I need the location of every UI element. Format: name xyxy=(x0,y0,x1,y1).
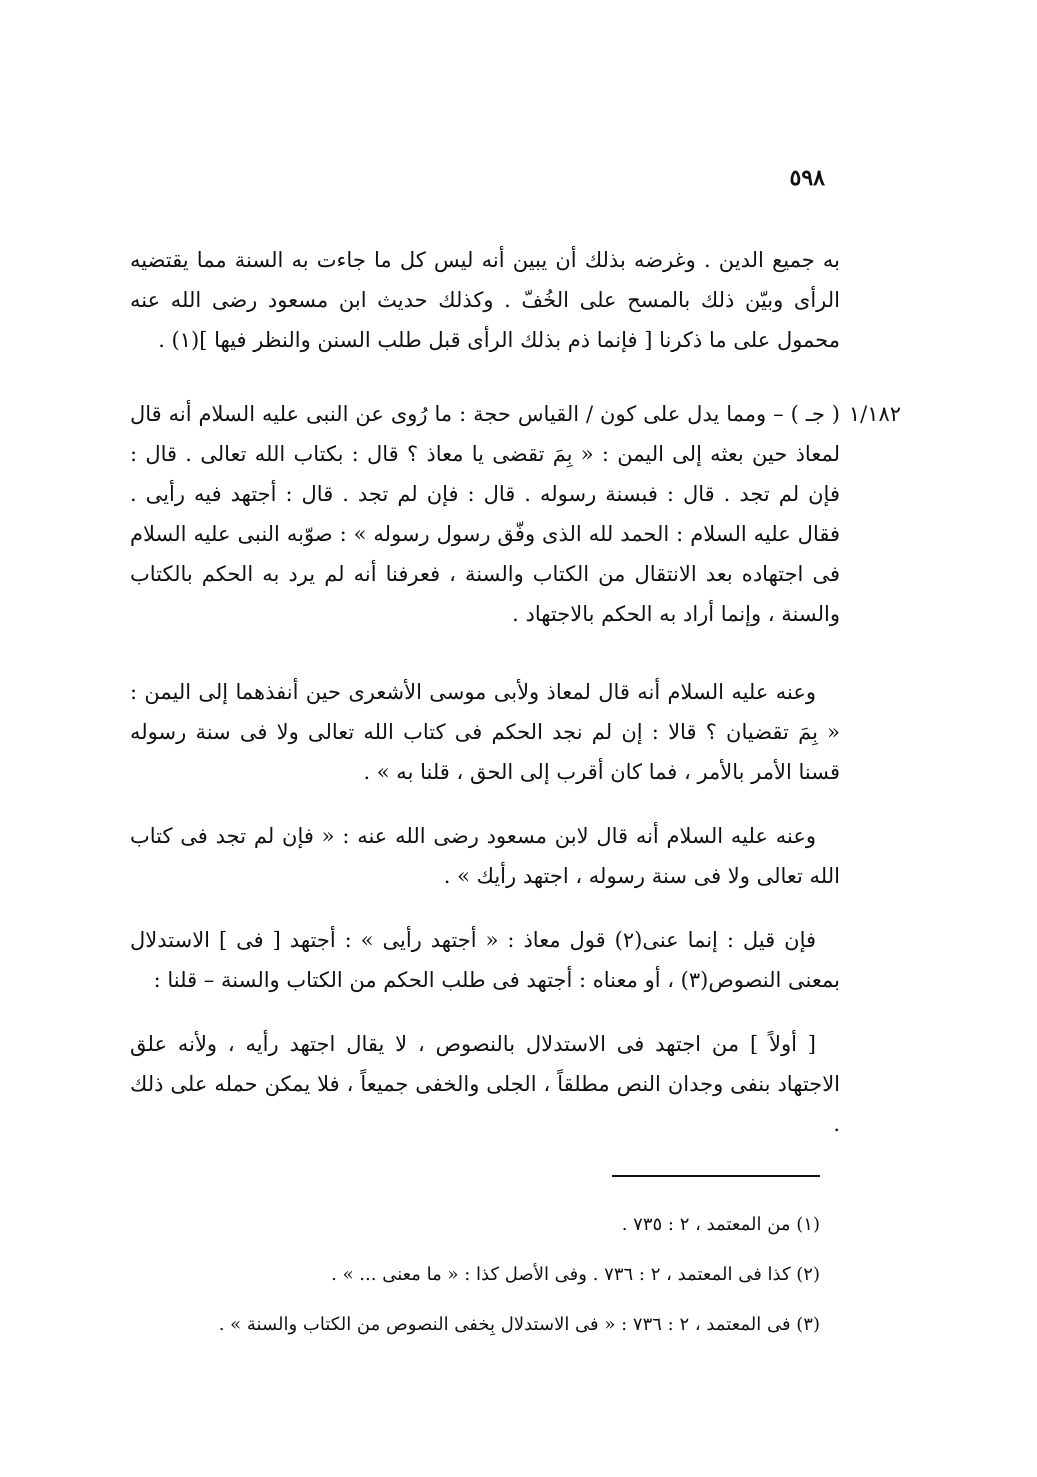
paragraph-text: [ أولاً ] من اجتهد فى الاستدلال بالنصوص ، لا يقال اجتهد رأيه ، ولأنه علق الاجتهاد بنفى وجدان النص مطلقاً ، الجلى والخفى جميعاً ، فلا يمكن حمله على ذلك . xyxy=(130,1032,840,1136)
paragraph-6 xyxy=(130,1024,840,1144)
paragraph-1 xyxy=(130,240,840,360)
footnote-3: (٣) فى المعتمد ، ٢ : ٧٣٦ : « فى الاستدلال بِخفى النصوص من الكتاب والسنة » . xyxy=(218,1314,820,1335)
footnotes xyxy=(130,1200,820,1350)
paragraph-text: وعنه عليه السلام أنه قال لمعاذ ولأبى موسى الأشعرى حين أنفذهما إلى اليمن : « بِمَ تقضيان ؟ قالا : إن لم نجد الحكم فى كتاب الله تعالى ولا فى سنة رسوله قسنا الأمر بالأمر ، فما كان أقرب إلى الحق ، قلنا به » . xyxy=(130,680,840,784)
paragraph-3 xyxy=(130,672,840,792)
paragraph-2 xyxy=(130,394,840,634)
paragraph-4 xyxy=(130,816,840,896)
footnote-divider xyxy=(612,1175,820,1177)
page-number: ٥٩٨ xyxy=(789,165,825,191)
paragraph-5 xyxy=(130,920,840,1000)
paragraph-text: فإن قيل : إنما عنى(٢) قول معاذ : « أجتهد رأيى » : أجتهد [ فى ] الاستدلال بمعنى النصوص(٣) ، أو معناه : أجتهد فى طلب الحكم من الكتاب والسنة – قلنا : xyxy=(130,928,840,992)
paragraph-text: به جميع الدين . وغرضه بذلك أن يبين أنه ليس كل ما جاءت به السنة مما يقتضيه الرأى وبيّن ذلك بالمسح على الخُفّ . وكذلك حديث ابن مسعود رضى الله عنه محمول على ما ذكرنا [ فإنما ذم بذلك الرأى قبل طلب السنن والنظر فيها ](١) . xyxy=(130,248,840,352)
margin-reference: ١/١٨٢ xyxy=(848,402,902,426)
footnote-1: (١) من المعتمد ، ٢ : ٧٣٥ . xyxy=(621,1214,820,1235)
footnote-2: (٢) كذا فى المعتمد ، ٢ : ٧٣٦ . وفى الأصل كذا : « ما معنى ... » . xyxy=(331,1264,820,1285)
paragraph-text: وعنه عليه السلام أنه قال لابن مسعود رضى الله عنه : « فإن لم تجد فى كتاب الله تعالى ولا فى سنة رسوله ، اجتهد رأيك » . xyxy=(130,824,840,888)
paragraph-text: ( جـ ) – ومما يدل على كون / القياس حجة : ما رُوى عن النبى عليه السلام أنه قال لمعاذ حين بعثه إلى اليمن : « بِمَ تقضى يا معاذ ؟ قال : بكتاب الله تعالى . قال : فإن لم تجد . قال : فبسنة رسوله . قال : فإن لم تجد . قال : أجتهد فيه رأيى . فقال عليه السلام : الحمد لله الذى وفّق رسول رسوله » : صوّبه النبى عليه السلام فى اجتهاده بعد الانتقال من الكتاب والسنة ، فعرفنا أنه لم يرد به الحكم بالكتاب والسنة ، وإنما أراد به الحكم بالاجتهاد . xyxy=(130,402,840,626)
